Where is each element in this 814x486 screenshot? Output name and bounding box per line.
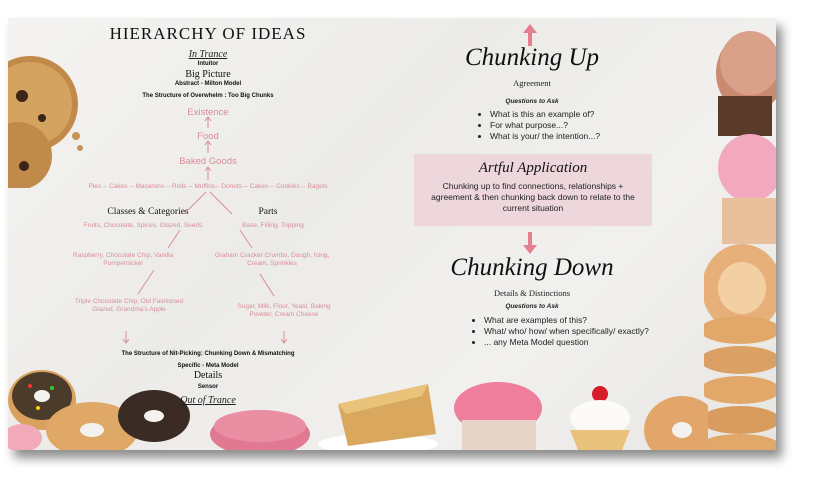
details-distinctions-label: Details & Distinctions [493, 288, 571, 298]
food-node: Food [197, 131, 219, 142]
arrow-classes-sub [168, 230, 180, 248]
overwhelm-label: The Structure of Overwhelm : Too Big Chunks [142, 93, 274, 99]
classes-sub-list: Raspberry, Chocolate Chip, Vanilla Pumpernickel [72, 252, 174, 267]
sensor-label: Sensor [197, 384, 219, 390]
agreement-label: Agreement [513, 78, 551, 88]
classes-list: Fruits, Chocolate, Spices, Glazed, Seeds [83, 222, 203, 229]
up-arrow-icon [523, 24, 537, 46]
page-title: HIERARCHY OF IDEAS [109, 24, 307, 43]
in-trance-link: In Trance [188, 49, 228, 60]
baked-goods-node: Baked Goods [179, 156, 237, 167]
existence-node: Existence [187, 107, 229, 118]
question-item: • ... any Meta Model question [484, 337, 714, 347]
baked-goods-list: Pies -- Cakes -- Macarons -- Rolls -- Muffins-- Donuts -- Cakes -- Cookies -- Bagels [88, 183, 328, 190]
chunking-up-title: Chunking Up [464, 44, 600, 71]
question-item: • What is your/ the intention...? [490, 131, 690, 141]
down-arrow-icon [523, 232, 537, 254]
artful-application-text: Chunking up to find connections, relationships + agreement & then chunking back down to relate to the current situation [431, 181, 635, 213]
arrow-parts-sub2 [260, 274, 274, 296]
questions-to-ask-up-label: Questions to Ask [505, 98, 559, 105]
up-questions-list [476, 108, 690, 142]
classes-categories-label: Classes & Categories [107, 207, 189, 217]
cupcakes-donuts-image [704, 18, 776, 450]
parts-list: Base, Filling, Topping [242, 222, 304, 229]
question-item: • What is this an example of? [490, 109, 690, 119]
question-item: • What/ who/ how/ when specifically/ exactly? [484, 326, 714, 336]
artful-application-title: Artful Application [478, 160, 588, 176]
parts-sub2-list: Sugar, Milk, Flour, Yeast, Baking Powder, Cream Cheese [237, 303, 331, 318]
artful-application-box [414, 154, 652, 226]
nitpicking-label: The Structure of Nit-Picking: Chunking Down & Mismatching [121, 351, 295, 357]
chunking-down-title: Chunking Down [450, 254, 614, 281]
out-of-trance-link: Out of Trance [180, 395, 236, 406]
specific-label: Specific - Meta Model [177, 363, 239, 369]
arrow-parts-sub [240, 230, 252, 248]
arrow-classes-sub2 [138, 270, 154, 294]
question-item: • For what purpose...? [490, 120, 690, 130]
parts-label: Parts [258, 207, 278, 217]
intuitor-label: Intuitor [197, 61, 219, 67]
question-item: • What are examples of this? [484, 315, 714, 325]
parts-sub-list: Graham Cracker Crumbs, Dough, Icing, Cream, Sprinkles [214, 252, 330, 267]
abstract-label: Abstract - Milton Model [174, 81, 242, 87]
arrow-classes [184, 192, 206, 214]
classes-sub2-list: Triple Chocolate Chip, Old Fashioned Glazed, Grandma's Apple [74, 298, 184, 313]
down-questions-list [470, 314, 714, 348]
slide [8, 18, 776, 450]
big-picture-label: Big Picture [185, 69, 231, 80]
questions-to-ask-down-label: Questions to Ask [505, 303, 559, 310]
details-label: Details [193, 370, 223, 381]
arrow-parts [210, 192, 232, 214]
